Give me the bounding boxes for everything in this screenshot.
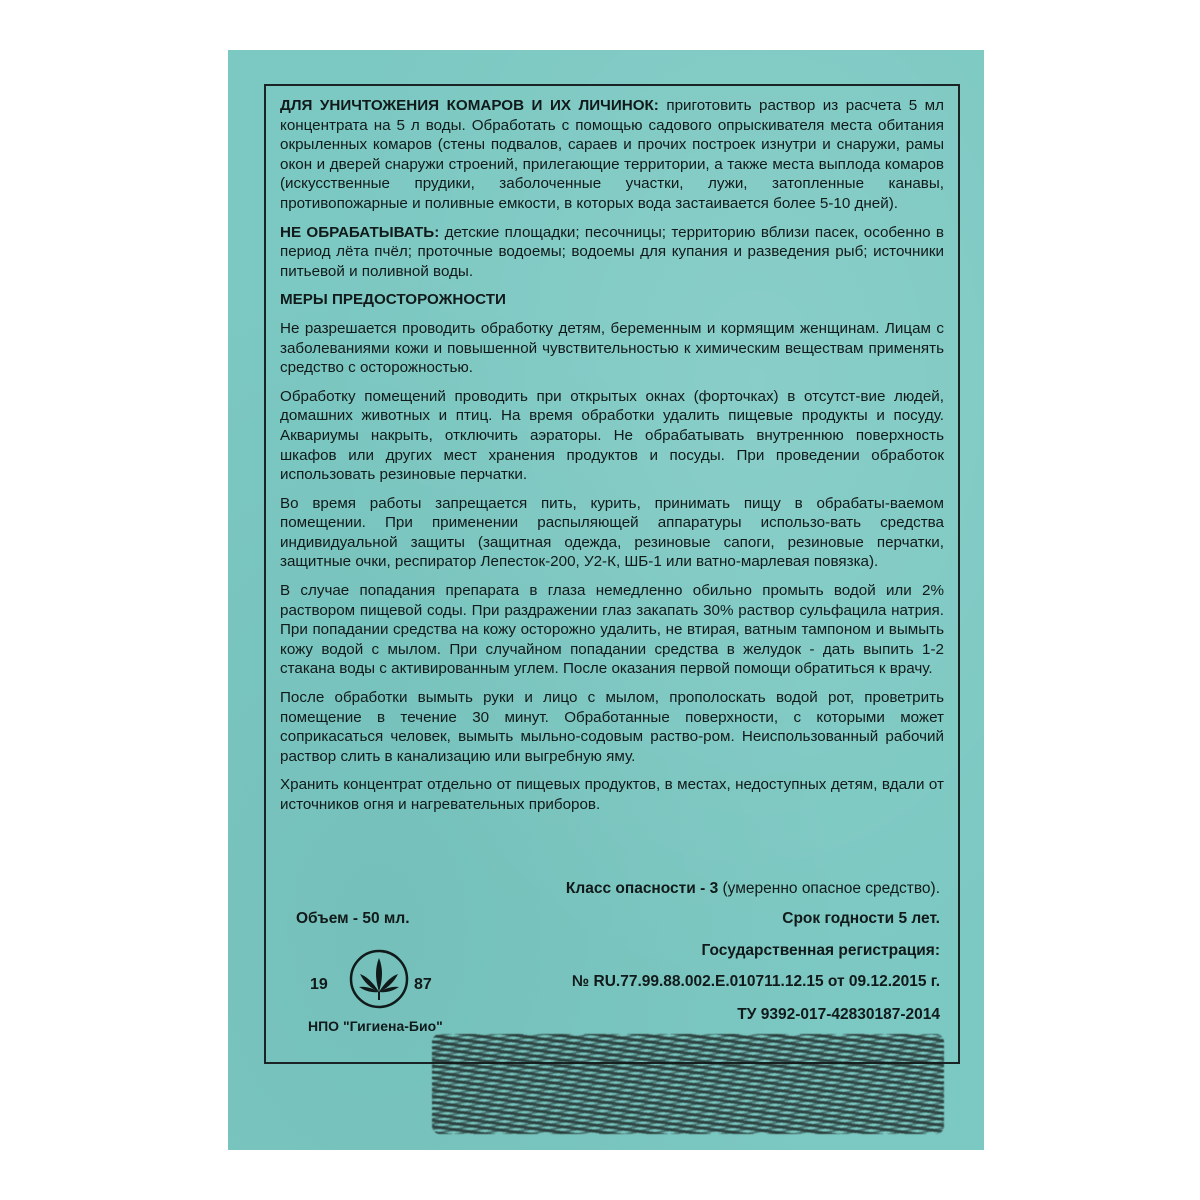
do-not-treat-paragraph xyxy=(280,223,944,282)
mosquito-text: приготовить раствор из расчета 5 мл концентрата на 5 л воды. Обработать с помощью садового опрыскивателя места обитания окрыленных комаров (стены подвалов, сараев и прочих построек изнутри и снаружи, рамы окон и дверей снаружи строений, прилегающие территории, а также места выплода комаров (искусственные прудики, заболоченные участки, лужи, затопленные канавы, противопожарные и поливные емкости, в которых вода застаивается более 5-10 дней). xyxy=(280,97,944,212)
label-footer xyxy=(280,880,944,1050)
storage-paragraph: Хранить концентрат отдельно от пищевых продуктов, в местах, недоступных детям, вдали от источников огня и нагревательных приборов. xyxy=(280,776,944,813)
company-logo xyxy=(308,948,468,1038)
shelf-life-text: Срок годности 5 лет. xyxy=(782,910,940,927)
registration-label: Государственная регистрация: xyxy=(701,942,940,959)
tu-code: ТУ 9392-017-42830187-2014 xyxy=(737,1006,940,1023)
precaution-paragraph-2: Обработку помещений проводить при открытых окнах (форточках) в отсутст-вие людей, домашних животных и птиц. На время обработки удалить пищевые продукты и посуду. Аквариумы накрыть, отключить аэраторы. Не обрабатывать внутреннюю поверхность шкафов или других мест хранения продуктов и посуды. При проведении обработок использовать резиновые перчатки. xyxy=(280,387,944,484)
logo-year-left: 19 xyxy=(310,976,328,993)
precaution-paragraph-3: Во время работы запрещается пить, курить, принимать пищу в обрабаты-ваемом помещении. При применении распыляющей аппаратуры использо-вать средства индивидуальной защиты (защитная одежда, резиновые сапоги, резиновые перчатки, защитные очки, респиратор Лепесток-200, У2-К, ШБ-1 или ватно-марлевая повязка). xyxy=(280,494,944,571)
leaf-emblem-icon xyxy=(348,948,410,1010)
company-name: НПО "Гигиена-Био" xyxy=(308,1018,443,1034)
volume-text: Объем - 50 мл. xyxy=(296,910,410,927)
registration-number: № RU.77.99.88.002.Е.010711.12.15 от 09.12.2015 г. xyxy=(571,973,940,990)
precaution-paragraph-5: После обработки вымыть руки и лицо с мылом, прополоскать водой рот, проветрить помещение в течение 30 минут. Обработанные поверхности, с которыми может соприкасаться человек, вымыть мыльно-содовым раство-ром. Неиспользованный рабочий раствор слить в канализацию или выгребную яму. xyxy=(280,689,944,765)
precaution-paragraph-1: Не разрешается проводить обработку детям, беременным и кормящим женщинам. Лицам с заболеваниями кожи и повышенной чувствительностью к химическим веществам применять средство с осторожностью. xyxy=(280,319,944,377)
instructions-body xyxy=(280,96,944,824)
precaution-paragraph-4: В случае попадания препарата в глаза немедленно обильно промыть водой или 2% раствором пищевой соды. При раздражении глаз закапать 30% раствор сульфацила натрия. При попадании средства на кожу осторожно удалить, не втирая, ватным тампоном и вымыть кожу водой с мылом. При случайном попадании средства в желудок - дать выпить 1-2 стакана воды с активированным углем. После оказания первой помощи обратиться к врачу. xyxy=(280,582,944,678)
redacted-text-area xyxy=(432,1034,944,1134)
do-not-treat-heading: НЕ ОБРАБАТЫВАТЬ: xyxy=(280,223,440,241)
hazard-class-label: Класс опасности - 3 xyxy=(565,880,719,897)
logo-year-right: 87 xyxy=(414,976,432,993)
mosquito-paragraph xyxy=(280,96,944,214)
hazard-class xyxy=(566,880,940,898)
mosquito-heading: ДЛЯ УНИЧТОЖЕНИЯ КОМАРОВ И ИХ ЛИЧИНОК: xyxy=(280,97,659,114)
hazard-class-note: (умеренно опасное средство). xyxy=(722,880,940,897)
do-not-treat-text: детские площадки; песочницы; территорию вблизи пасек, особенно в период лёта пчёл; проточные водоемы; водоемы для купания и разведения рыб; источники питьевой и поливной воды. xyxy=(280,223,944,280)
precautions-heading: МЕРЫ ПРЕДОСТОРОЖНОСТИ xyxy=(280,291,506,309)
